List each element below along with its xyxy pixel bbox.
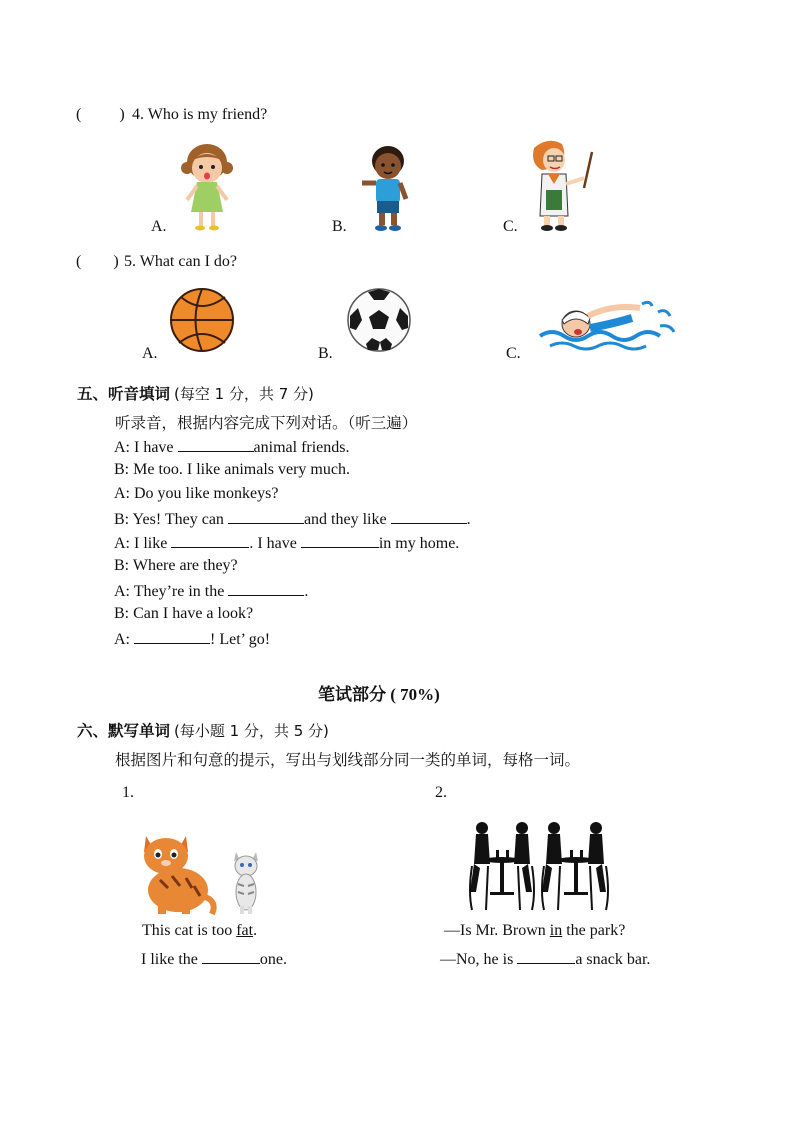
q4-option-b: B. [332,218,347,235]
blank-3[interactable] [391,509,467,524]
section6-points: (每小题 1 分，共 5 分) [174,722,329,740]
item2-sentence-1: —Is Mr. Brown in the park? [444,922,626,939]
section6-title: 六、默写单词 [77,722,171,740]
blank-7[interactable] [134,629,210,644]
item1-blank[interactable] [202,949,260,964]
boy-image [356,143,416,233]
underlined-word-in: in [549,922,563,939]
item1-number: 1. [122,784,134,801]
section5-heading [77,382,314,404]
q4-question: 4. Who is my friend? [132,106,268,123]
q4-answer-paren[interactable]: ( ) [76,106,125,123]
soccer-ball-image [346,284,412,356]
q5-option-b: B. [318,345,333,362]
item2-sentence-2: —No, he is a snack bar. [440,951,651,968]
written-heading: 笔试部分 ( 70%) [318,685,440,705]
blank-6[interactable] [228,581,304,596]
underlined-word-fat: fat [236,922,254,939]
blank-5[interactable] [301,533,379,548]
q5-question: 5. What can I do? [124,253,237,270]
basketball-image [169,285,235,355]
q5-answer-paren[interactable]: ( ) [76,253,119,270]
dialogue-line-6: B: Where are they? [114,557,238,574]
blank-2[interactable] [228,509,304,524]
snack-bar-image [466,820,612,912]
item1-sentence-1: This cat is too fat. [142,922,258,939]
item2-blank[interactable] [517,949,575,964]
dialogue-line-5: A: I like . I have in my home. [114,535,460,552]
dialogue-line-7: A: They’re in the . [114,583,309,600]
blank-1[interactable] [178,437,254,452]
dialogue-line-3: A: Do you like monkeys? [114,485,279,502]
q4-option-c: C. [503,218,518,235]
q5-option-a: A. [142,345,158,362]
dialogue-line-2: B: Me too. I like animals very much. [114,461,350,478]
section5-instruction: 听录音，根据内容完成下列对话。（听三遍） [115,414,418,432]
section5-title: 五、听音填词 [77,385,171,403]
dialogue-line-4: B: Yes! They can and they like . [114,511,471,528]
dialogue-line-1: A: I have animal friends. [114,439,350,456]
section6-instruction: 根据图片和句意的提示，写出与划线部分同一类的单词，每格一词。 [115,751,581,769]
blank-4[interactable] [171,533,249,548]
section5-points: (每空 1 分，共 7 分) [174,385,314,403]
girl-image [177,140,237,232]
q4-option-a: A. [151,218,167,235]
dialogue-line-9: A: ! Let’ go! [114,631,271,648]
swimming-image [532,294,680,354]
section6-heading [77,719,329,741]
dialogue-line-8: B: Can I have a look? [114,605,254,622]
q5-option-c: C. [506,345,521,362]
cats-image [138,830,270,916]
item2-number: 2. [435,784,447,801]
teacher-image [528,138,598,234]
item1-sentence-2: I like the one. [141,951,287,968]
